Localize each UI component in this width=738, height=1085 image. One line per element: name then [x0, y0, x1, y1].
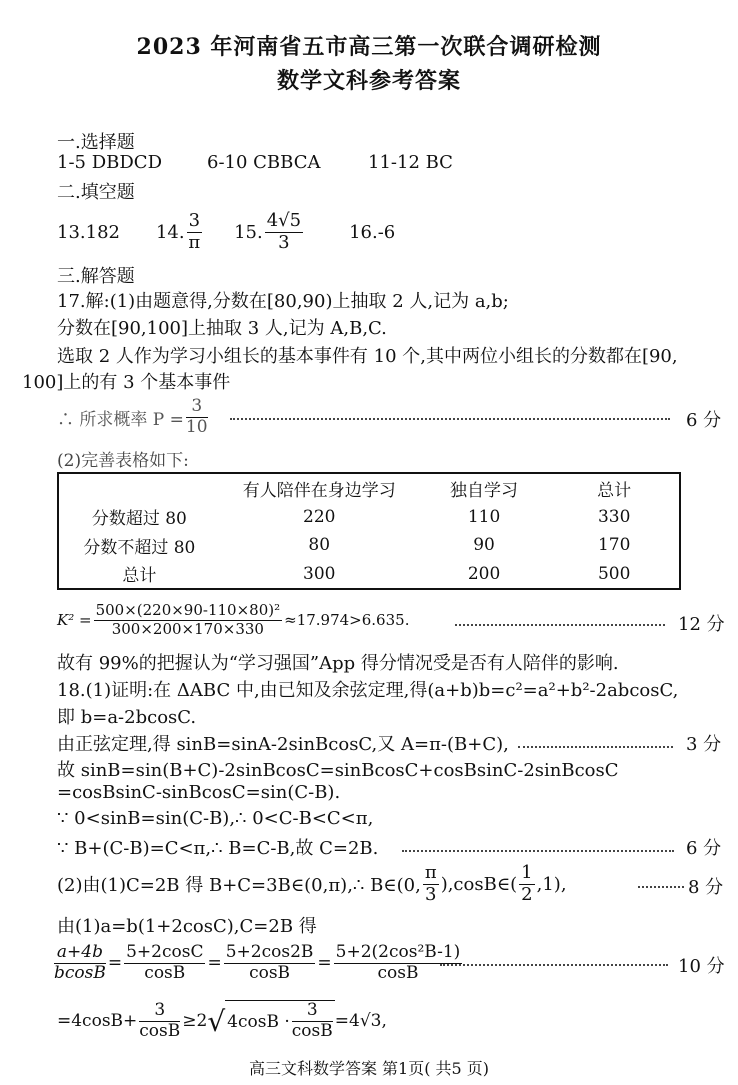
p17-line-4: 100]上的有 3 个基本事件: [22, 372, 231, 393]
choice-answers-6-10: 6-10 CBBCA: [207, 152, 321, 173]
table-cell: 90: [473, 535, 495, 556]
p18-inequality: [57, 996, 387, 1046]
table-cell: 80: [308, 535, 331, 556]
score-8-points: 8 分: [688, 877, 724, 898]
table-header-cell: 总计: [597, 480, 632, 501]
choice-answers-11-12: 11-12 BC: [368, 152, 453, 173]
p17-probability: [57, 393, 210, 441]
table-cell: 220: [303, 506, 336, 527]
p18-line-8-part-a: (2)由(1)C=2B 得 B+C=3B∈(0,π),∴ B∈(0,: [57, 875, 421, 896]
dotted-leader: [518, 746, 673, 748]
pi-over-3-fraction: $\frac{\pi}{3}$: [424, 861, 437, 905]
score-12-points: 12 分: [678, 614, 725, 635]
probability-fraction: $\frac{3}{10}$: [185, 395, 208, 437]
score-10-points: 10 分: [678, 956, 725, 977]
p17-line-3: 选取 2 人作为学习小组长的基本事件有 10 个,其中两位小组长的分数都在[90,: [57, 346, 678, 367]
table-cell: 分数不超过 80: [83, 537, 196, 558]
fraction-expanded: $\frac{\text{5+2(2cos²B-1)}}{\cos B}$: [335, 941, 461, 983]
table-row: [58, 531, 680, 559]
score-6-points: 6 分: [686, 410, 722, 431]
p17-line-1: 17.解:(1)由题意得,分数在[80,90)上抽取 2 人,记为 a,b;: [57, 291, 509, 312]
table-header-cell: 独自学习: [450, 480, 519, 501]
p17-line-2: 分数在[90,100]上抽取 3 人,记为 A,B,C.: [57, 318, 387, 339]
fraction-a-plus-4b: $\frac{a+4b}{bcosB}$: [54, 941, 106, 983]
table-cell: 500: [597, 563, 631, 584]
p18-fraction-chain: $\frac{a+4b}{bcosB}$ = $\frac{5+2\cos C}{\cos B}$ = $\frac{5+2\cos 2B}{\cos B}$ = $\frac{\text{5+2(2cos²B-1)}}{\cos B}$: [54, 941, 461, 983]
contingency-table: [57, 472, 681, 590]
k-squared-formula: [57, 596, 409, 644]
choice-answers-1-5: 1-5 DBDCD: [57, 152, 163, 173]
dotted-leader: [402, 850, 674, 852]
score-3-points: 3 分: [686, 734, 722, 755]
fraction-5-plus-2cosC: $\frac{5+2\cos C}{\cos B}$: [126, 941, 204, 983]
p18-line-6: ∵ 0<sinB=sin(C-B),∴ 0<C-B<C<π,: [57, 808, 374, 829]
table-cell: 110: [467, 506, 501, 527]
page-title: 2023 年河南省五市高三第一次联合调研检测: [136, 34, 602, 60]
table-cell: 总计: [122, 566, 157, 587]
k-squared-fraction: $\frac{\text{500×(220×90-110×80)²}}{300\times 200\times 170\times 330}$: [95, 601, 281, 638]
section-choice-title: 一.选择题: [57, 132, 135, 153]
table-cell: 170: [597, 535, 631, 556]
table-cell: 300: [303, 563, 336, 584]
page-subtitle: 数学文科参考答案: [276, 68, 461, 94]
k-squared-label: K² =: [57, 611, 92, 629]
p18-line-8-part-c: ,1),: [536, 873, 567, 895]
page-footer: 高三文科数学答案 第1页( 共5 页): [248, 1059, 490, 1078]
answer-14-label: 14.: [155, 221, 185, 243]
fraction-3-over-cosB-root: $\frac{3}{\cos B}$: [291, 1000, 333, 1041]
k-squared-result: ≈17.974>6.635.: [284, 611, 410, 629]
p18-line-8-part-b: ),cosB∈(: [440, 873, 518, 895]
dotted-leader: [440, 964, 668, 966]
score-6-points-b: 6 分: [686, 838, 722, 859]
answer-15-label: 15.: [234, 221, 263, 243]
section-fill-title: 二.填空题: [57, 182, 135, 203]
answer-16: 16.-6: [349, 221, 396, 243]
table-row: [58, 503, 680, 531]
answer-15-fraction: $\frac{4√5}{3}$: [266, 209, 302, 253]
p17-line-5: (2)完善表格如下:: [57, 451, 189, 471]
answer-13: 13.182: [57, 221, 120, 243]
radical-sign: √: [207, 1004, 226, 1038]
probability-label: ∴ 所求概率 P =: [57, 409, 184, 430]
inequality-result: =4√3,: [334, 1011, 387, 1031]
inequality-part-a: =4cosB+: [57, 1011, 138, 1031]
p18-line-7: ∵ B+(C-B)=C<π,∴ B=C-B,故 C=2B.: [57, 838, 379, 859]
dotted-leader: [638, 886, 684, 888]
table-cell: 330: [597, 506, 631, 527]
section-solution-title: 三.解答题: [57, 266, 135, 287]
one-half-fraction: $\frac{1}{2}$: [521, 861, 533, 905]
inequality-part-b: ≥2: [182, 1011, 208, 1031]
fraction-5-plus-2cos2B: $\frac{5+2\cos 2B}{\cos B}$: [225, 941, 314, 983]
fraction-3-over-cosB: $\frac{3}{\cos B}$: [139, 999, 181, 1041]
dotted-leader: [230, 418, 670, 420]
radicand: 4cosB · $\frac{3}{\cos B}$: [227, 1000, 333, 1041]
p18-line-1: 18.(1)证明:在 ΔABC 中,由已知及余弦定理,得(a+b)b=c²=a²+b²-2abcosC,: [57, 680, 679, 701]
table-cell: 分数超过 80: [91, 509, 187, 530]
p18-line-2: 即 b=a-2bcosC.: [57, 707, 197, 728]
dotted-leader: [455, 624, 665, 626]
table-header-cell: 有人陪伴在身边学习: [242, 480, 396, 501]
p18-line-8: [57, 860, 567, 908]
table-cell: 200: [467, 563, 501, 584]
p18-line-9: 由(1)a=b(1+2cosC),C=2B 得: [57, 916, 317, 937]
table-header-cell: [58, 473, 220, 503]
answer-14-fraction: $\frac{3}{\pi}$: [188, 209, 201, 253]
fill-answers-row: [57, 208, 395, 256]
table-row: [58, 559, 680, 589]
p18-line-5: =cosBsinC-sinBcosC=sin(C-B).: [57, 782, 341, 803]
p18-line-3: 由正弦定理,得 sinB=sinA-2sinBcosC,又 A=π-(B+C),: [57, 734, 509, 755]
p17-conclusion: 故有 99%的把握认为“学习强国”App 得分情况受是否有人陪伴的影响.: [57, 653, 619, 674]
p18-line-4: 故 sinB=sin(B+C)-2sinBcosC=sinBcosC+cosBsinC-2sinBcosC: [57, 760, 619, 781]
table-header-row: [58, 473, 680, 503]
